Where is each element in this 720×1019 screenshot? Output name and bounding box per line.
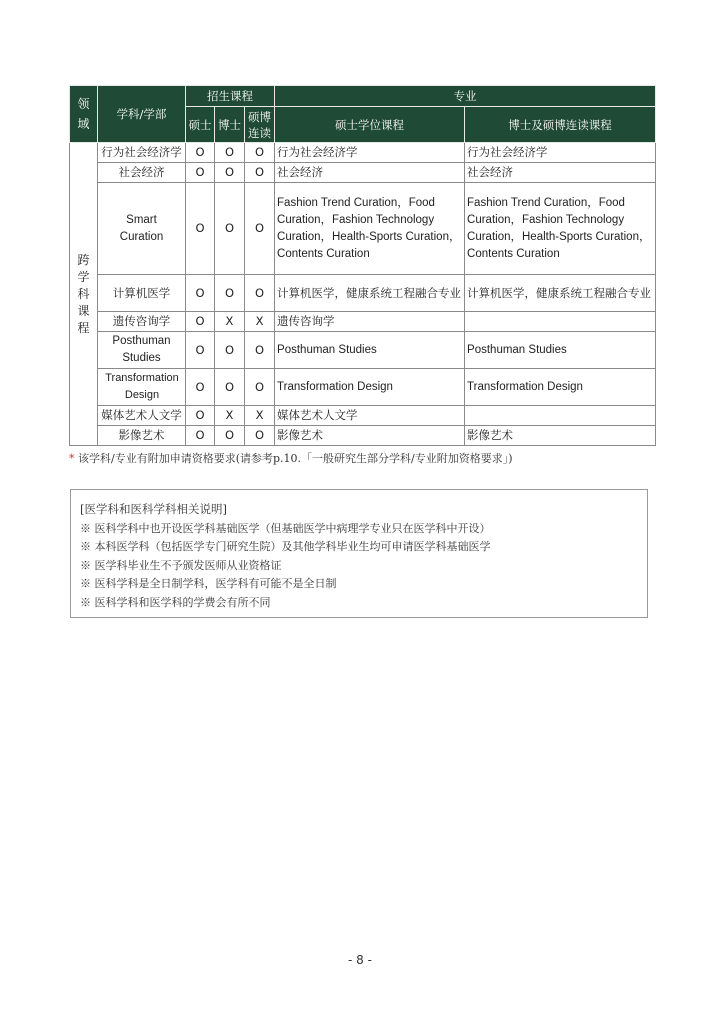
- table-row: [70, 275, 656, 312]
- doctor-mark: X: [215, 406, 245, 426]
- master-mark: O: [186, 406, 215, 426]
- major-master-cell: Posthuman Studies: [275, 332, 465, 369]
- major-doctor-cell: 计算机医学，健康系统工程融合专业: [465, 275, 656, 312]
- medical-note-item: ※ 医科学科是全日制学科，医学科有可能不是全日制: [80, 577, 337, 590]
- combined-mark: O: [245, 426, 275, 446]
- program-table: [69, 85, 656, 446]
- header-field: [70, 86, 98, 143]
- medical-note-item: ※ 医学科毕业生不予颁发医师从业资格证: [80, 558, 282, 572]
- medical-note-item: ※ 本科医学科（包括医学专门研究生院）及其他学科毕业生均可申请医学科基础医学: [80, 540, 491, 553]
- footnote-text: 该学科/专业有附加申请资格要求(请参考p.10.「一般研究生部分学科/专业附加资格要求」): [78, 452, 513, 465]
- table-row: [70, 163, 656, 183]
- header-combined-label: 硕博连读: [248, 109, 272, 140]
- major-master-cell: 社会经济: [275, 163, 465, 183]
- medical-notes-box: [70, 489, 648, 618]
- doctor-mark: O: [215, 332, 245, 369]
- table-row: [70, 312, 656, 332]
- table-row: [70, 406, 656, 426]
- dept-cell: 媒体艺术人文学: [98, 406, 186, 426]
- major-doctor-cell: Fashion Trend Curation，Food Curation，Fashion Technology Curation，Health-Sports Curation，Contents Curation: [465, 183, 656, 275]
- master-mark: O: [186, 426, 215, 446]
- header-admission: 招生课程: [186, 86, 275, 107]
- combined-mark: X: [245, 312, 275, 332]
- master-mark: O: [186, 143, 215, 163]
- major-doctor-cell: [465, 312, 656, 332]
- dept-cell: 计算机医学: [98, 275, 186, 312]
- dept-label: Smart Curation: [119, 213, 164, 243]
- dept-cell: [98, 183, 186, 275]
- major-doctor-cell: 社会经济: [465, 163, 656, 183]
- combined-mark: O: [245, 332, 275, 369]
- header-doctor-course: 博士及硕博连读课程: [465, 107, 656, 143]
- doctor-mark: O: [215, 426, 245, 446]
- dept-cell: 遗传咨询学: [98, 312, 186, 332]
- master-mark: O: [186, 312, 215, 332]
- header-field-label: 领域: [77, 97, 90, 131]
- combined-mark: O: [245, 163, 275, 183]
- dept-cell: 影像艺术: [98, 426, 186, 446]
- header-doctor: 博士: [215, 107, 245, 143]
- major-master-cell: 计算机医学，健康系统工程融合专业: [275, 275, 465, 312]
- medical-note-item: ※ 医科学科和医学科的学费会有所不同: [80, 595, 271, 609]
- footnote: [69, 450, 669, 466]
- major-doctor-cell: 影像艺术: [465, 426, 656, 446]
- major-master-cell: 行为社会经济学: [275, 143, 465, 163]
- combined-mark: O: [245, 143, 275, 163]
- dept-cell: 行为社会经济学: [98, 143, 186, 163]
- medical-note-item: ※ 医科学科中也开设医学科基础医学（但基础医学中病理学专业只在医学科中开设）: [80, 521, 491, 535]
- doctor-mark: O: [215, 275, 245, 312]
- header-combined: [245, 107, 275, 143]
- major-doctor-cell: Posthuman Studies: [465, 332, 656, 369]
- combined-mark: O: [245, 183, 275, 275]
- header-master-course: 硕士学位课程: [275, 107, 465, 143]
- header-dept: 学科/学部: [98, 86, 186, 143]
- header-master: 硕士: [186, 107, 215, 143]
- medical-notes-title: [医学科和医科学科相关说明]: [80, 502, 227, 516]
- table-row: [70, 426, 656, 446]
- footnote-marker: *: [69, 452, 75, 465]
- dept-label: Posthuman Studies: [112, 335, 171, 364]
- master-mark: O: [186, 369, 215, 406]
- table-row: [70, 183, 656, 275]
- field-label: 跨学科课程: [77, 252, 90, 335]
- combined-mark: O: [245, 275, 275, 312]
- page-number: - 8 -: [348, 953, 372, 967]
- field-cell: [70, 143, 98, 446]
- major-doctor-cell: 行为社会经济学: [465, 143, 656, 163]
- major-master-cell: Transformation Design: [275, 369, 465, 406]
- major-master-cell: Fashion Trend Curation，Food Curation，Fashion Technology Curation，Health-Sports Curation，Contents Curation: [275, 183, 465, 275]
- master-mark: O: [186, 163, 215, 183]
- table-row: [70, 332, 656, 369]
- dept-cell: 社会经济: [98, 163, 186, 183]
- doctor-mark: O: [215, 163, 245, 183]
- doctor-mark: O: [215, 369, 245, 406]
- master-mark: O: [186, 183, 215, 275]
- header-major: 专业: [275, 86, 656, 107]
- major-doctor-cell: [465, 406, 656, 426]
- dept-cell: [98, 369, 186, 406]
- major-master-cell: 媒体艺术人文学: [275, 406, 465, 426]
- master-mark: O: [186, 332, 215, 369]
- table-row: [70, 143, 656, 163]
- combined-mark: O: [245, 369, 275, 406]
- major-master-cell: 遗传咨询学: [275, 312, 465, 332]
- combined-mark: X: [245, 406, 275, 426]
- major-doctor-cell: Transformation Design: [465, 369, 656, 406]
- dept-label: Transformation Design: [105, 372, 179, 401]
- doctor-mark: X: [215, 312, 245, 332]
- doctor-mark: O: [215, 143, 245, 163]
- doctor-mark: O: [215, 183, 245, 275]
- master-mark: O: [186, 275, 215, 312]
- table-row: [70, 369, 656, 406]
- dept-cell: [98, 332, 186, 369]
- major-master-cell: 影像艺术: [275, 426, 465, 446]
